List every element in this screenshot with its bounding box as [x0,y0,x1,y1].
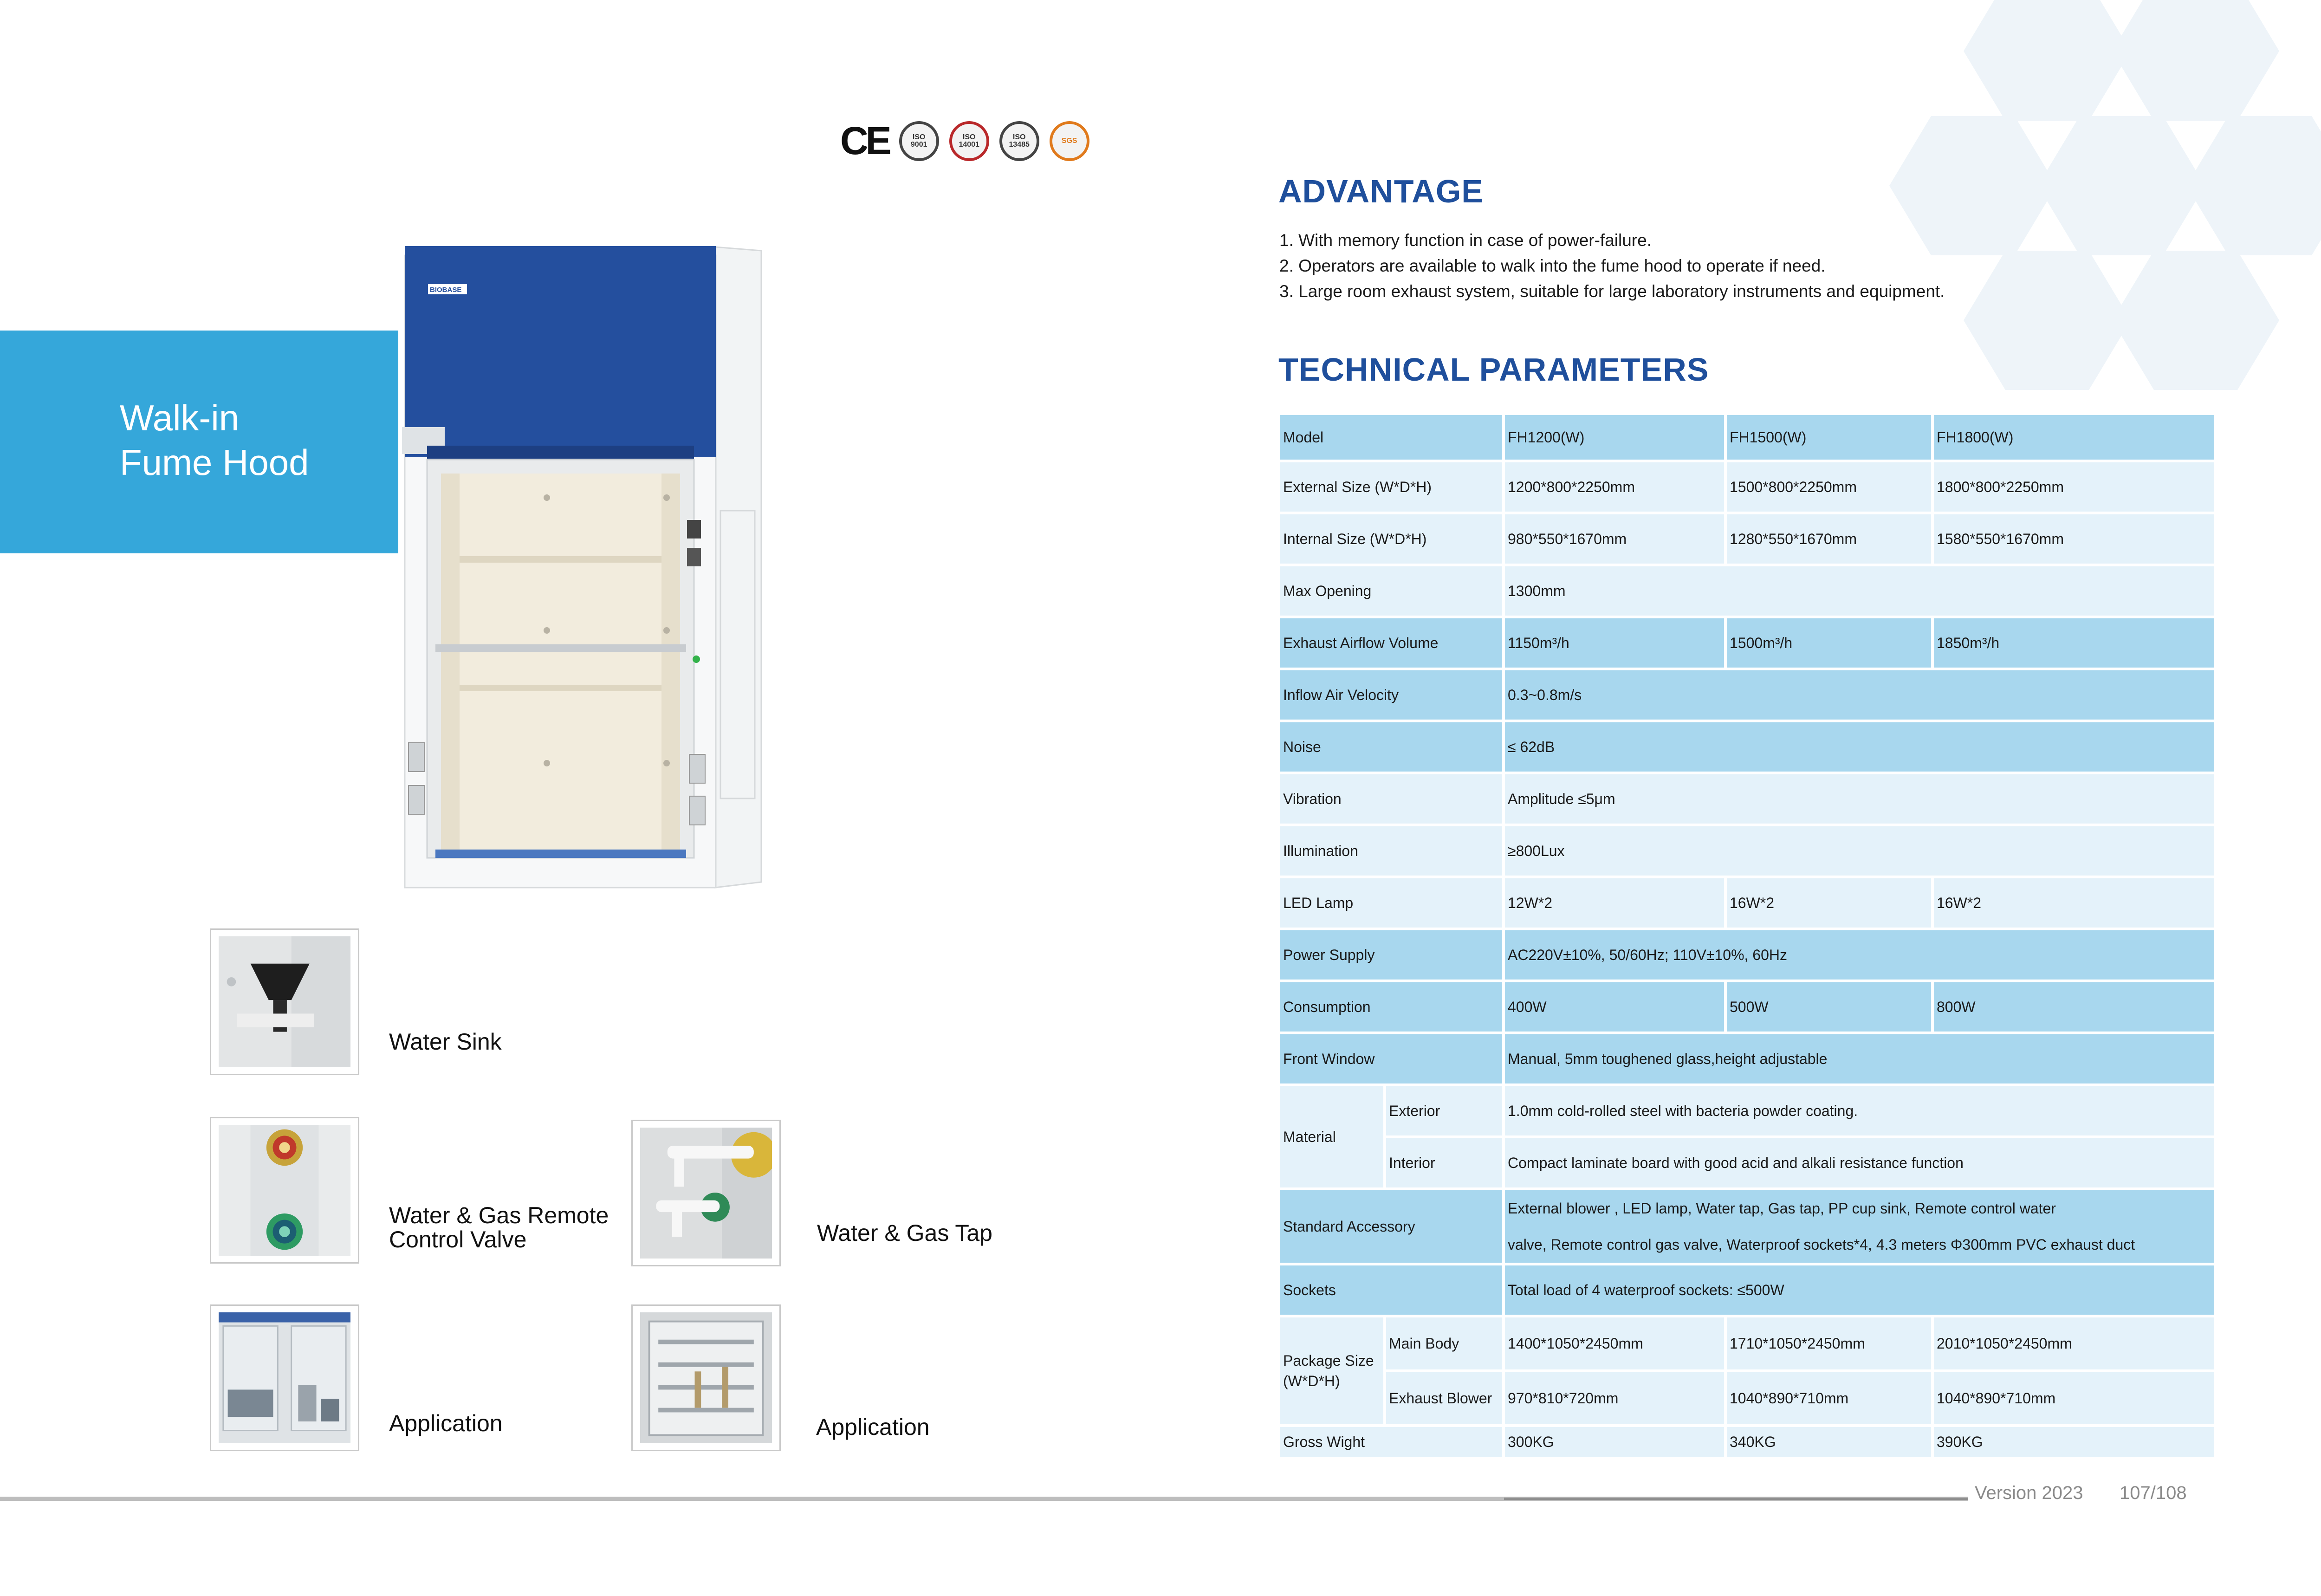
technical-parameters-heading: TECHNICAL PARAMETERS [1278,351,1709,388]
advantage-list [1279,227,1945,304]
table-row-sockets: Sockets Total load of 4 waterproof sockets: ≤500W [1280,1265,2214,1315]
table-row-inflow-velocity: Inflow Air Velocity 0.3~0.8m/s [1280,670,2214,720]
remote-valve-label: Water & Gas Remote Control Valve [389,1202,609,1252]
iso-9001-seal-icon: ISO 9001 [899,121,939,161]
water-gas-tap-thumbnail [631,1120,781,1266]
table-row-internal-size: Internal Size (W*D*H) 980*550*1670mm 1280*550*1670mm 1580*550*1670mm [1280,514,2214,564]
title-banner [0,331,398,553]
application-photo-2 [631,1304,781,1451]
table-row-gross-weight: Gross Wight 300KG 340KG 390KG [1280,1427,2214,1457]
remote-control-valve-thumbnail [210,1117,359,1264]
sgs-seal-icon: SGS [1050,121,1089,161]
water-sink-thumbnail [210,928,359,1075]
table-row-package-main-body: Package Size (W*D*H) Main Body 1400*1050*2450mm 1710*1050*2450mm 2010*1050*2450mm [1280,1317,2214,1369]
iso-14001-seal-icon: ISO 14001 [949,121,989,161]
table-row-model: Model FH1200(W) FH1500(W) FH1800(W) [1280,415,2214,460]
table-row-package-exhaust-blower: Exhaust Blower 970*810*720mm 1040*890*710mm 1040*890*710mm [1280,1372,2214,1424]
advantage-item: 1. With memory function in case of power-failure. [1279,231,1652,250]
table-row-external-size: External Size (W*D*H) 1200*800*2250mm 1500*800*2250mm 1800*800*2250mm [1280,462,2214,512]
table-row-max-opening: Max Opening 1300mm [1280,566,2214,616]
application-photo-1 [210,1304,359,1451]
table-row-led-lamp: LED Lamp 12W*2 16W*2 16W*2 [1280,878,2214,928]
application-label-2: Application [816,1414,930,1440]
advantage-item: 2. Operators are available to walk into the fume hood to operate if need. [1279,256,1826,275]
advantage-heading: ADVANTAGE [1278,173,1484,209]
table-row-standard-accessory: Standard Accessory External blower , LED lamp, Water tap, Gas tap, PP cup sink, Remote control water valve, Remote control gas valve, Waterproof sockets*4, 4.3 meters Φ300mm PVC exhaust duct [1280,1190,2214,1263]
table-row-material-exterior: Material Exterior 1.0mm cold-rolled steel with bacteria powder coating. [1280,1086,2214,1135]
table-row-noise: Noise ≤ 62dB [1280,722,2214,772]
fume-hood-product-image [399,241,771,891]
table-row-front-window: Front Window Manual, 5mm toughened glass,height adjustable [1280,1034,2214,1083]
page-title: Walk-in Fume Hood [120,397,309,483]
table-row-exhaust-airflow: Exhaust Airflow Volume 1150m³/h 1500m³/h 1850m³/h [1280,618,2214,668]
table-row-power-supply: Power Supply AC220V±10%, 50/60Hz; 110V±10%, 60Hz [1280,930,2214,980]
brand-label: BIOBASE [430,286,462,294]
water-gas-tap-label: Water & Gas Tap [817,1220,992,1246]
hexagon-pattern-decoration [1764,0,2321,418]
table-row-material-interior: Interior Compact laminate board with good acid and alkali resistance function [1280,1138,2214,1187]
page-number: 107/108 [2120,1483,2187,1503]
water-sink-label: Water Sink [389,1029,502,1055]
advantage-item: 3. Large room exhaust system, suitable for large laboratory instruments and equipment. [1279,282,1945,301]
certification-logos [840,118,1089,163]
footer-divider-accent [1504,1498,1968,1500]
table-row-illumination: Illumination ≥800Lux [1280,826,2214,876]
iso-13485-seal-icon: ISO 13485 [999,121,1039,161]
table-row-vibration: Vibration Amplitude ≤5μm [1280,774,2214,824]
table-row-consumption: Consumption 400W 500W 800W [1280,982,2214,1032]
ce-mark-icon: CE [840,119,889,162]
technical-parameters-table [1277,412,2217,1460]
version-label: Version 2023 [1975,1483,2083,1503]
application-label-1: Application [389,1410,503,1436]
